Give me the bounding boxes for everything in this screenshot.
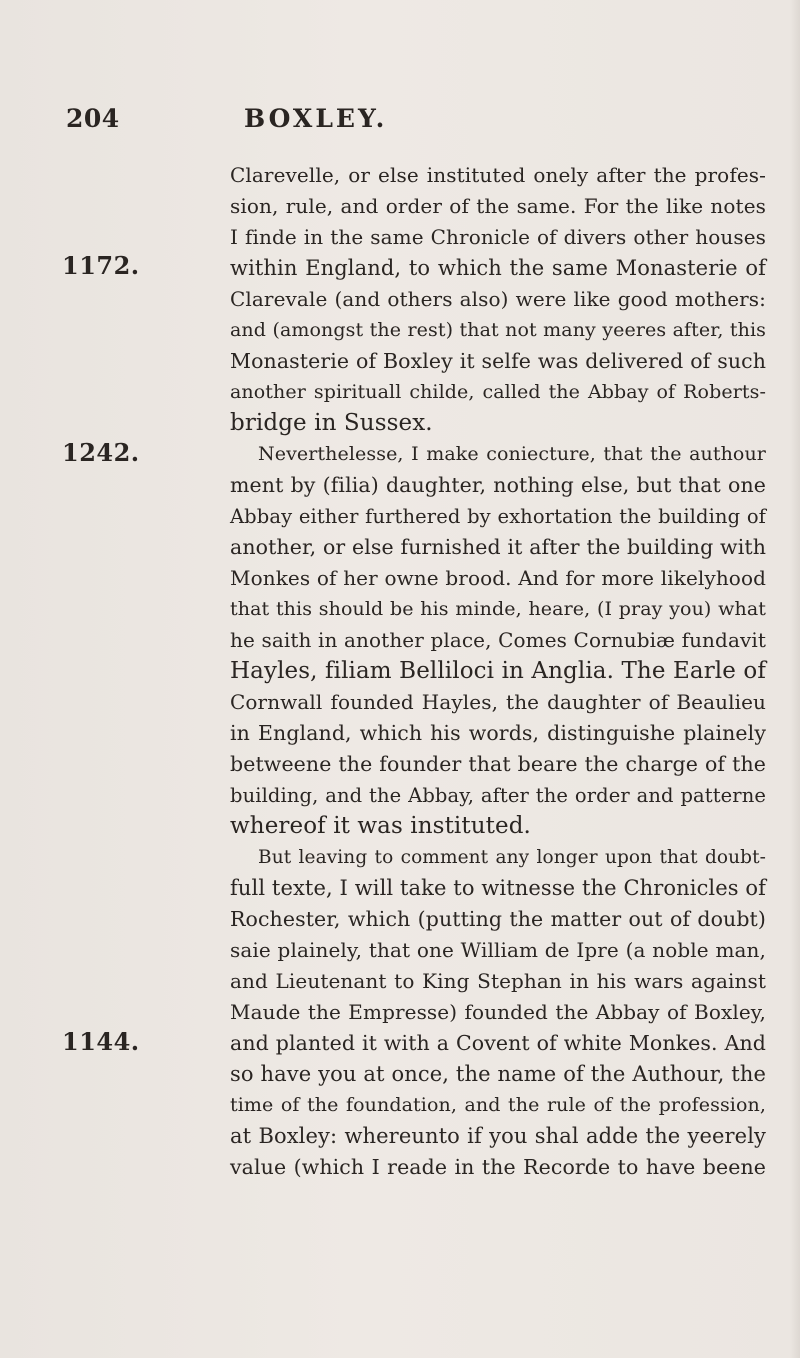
text-line: Hayles, filiam Belliloci in Anglia. The Earle of: [230, 658, 766, 684]
running-title: BOXLEY.: [244, 104, 388, 133]
text-line: in England, which his words, distinguishe plainely: [230, 721, 766, 745]
margin-date-1242: 1242.: [62, 438, 140, 467]
text-line: full texte, I will take to witnesse the Chronicles of: [230, 876, 767, 900]
text-line: value (which I reade in the Recorde to have beene: [230, 1155, 766, 1179]
text-line: bridge in Sussex.: [230, 410, 433, 436]
text-line: Abbay either furthered by exhortation the building of: [230, 505, 766, 528]
text-line: ment by (filia) daughter, nothing else, but that one: [230, 473, 766, 497]
text-line: that this should be his minde, heare, (I pray you) what: [230, 598, 766, 620]
text-line: he saith in another place, Comes Cornubiæ fundavit: [230, 628, 766, 652]
text-line: and Lieutenant to King Stephan in his wars against: [230, 969, 766, 993]
text-line: Cornwall founded Hayles, the daughter of Beaulieu: [230, 690, 766, 714]
text-line: whereof it was instituted.: [230, 813, 531, 839]
margin-date-1144: 1144.: [62, 1027, 140, 1056]
text-line: Neverthelesse, I make coniecture, that the authour: [258, 443, 766, 465]
text-line: sion, rule, and order of the same. For the like notes: [230, 194, 766, 218]
text-line: Clarevale (and others also) were like good mothers:: [230, 287, 766, 311]
text-line: and (amongst the rest) that not many yeeres after, this: [230, 319, 766, 341]
text-line: building, and the Abbay, after the order and patterne: [230, 784, 766, 807]
text-line: I finde in the same Chronicle of divers other houses: [230, 225, 766, 249]
text-line: another, or else furnished it after the building with: [230, 535, 766, 559]
page-edge-shadow: [790, 0, 800, 1358]
text-line: betweene the founder that beare the charge of the: [230, 752, 766, 776]
text-line: saie plainely, that one William de Ipre (a noble man,: [230, 938, 766, 962]
text-line: and planted it with a Covent of white Monkes. And: [230, 1031, 766, 1055]
text-line: Maude the Empresse) founded the Abbay of Boxley,: [230, 1000, 766, 1024]
text-line: within England, to which the same Monasterie of: [230, 256, 766, 280]
text-line: But leaving to comment any longer upon that doubt-: [258, 847, 766, 868]
text-line: another spirituall childe, called the Abbay of Roberts-: [230, 381, 766, 403]
text-line: time of the foundation, and the rule of the profession,: [230, 1094, 766, 1116]
body-text: [230, 160, 766, 1183]
text-line: so have you at once, the name of the Authour, the: [230, 1062, 766, 1086]
page-number: 204: [66, 104, 120, 133]
margin-date-1172: 1172.: [62, 251, 140, 280]
text-line: Clarevelle, or else instituted onely after the profes-: [230, 163, 766, 187]
text-line: at Boxley: whereunto if you shal adde the yeerely: [230, 1124, 766, 1148]
text-line: Monkes of her owne brood. And for more likelyhood: [230, 566, 766, 590]
text-line: Rochester, which (putting the matter out of doubt): [230, 907, 766, 931]
text-line: Monasterie of Boxley it selfe was delivered of such: [230, 349, 766, 373]
